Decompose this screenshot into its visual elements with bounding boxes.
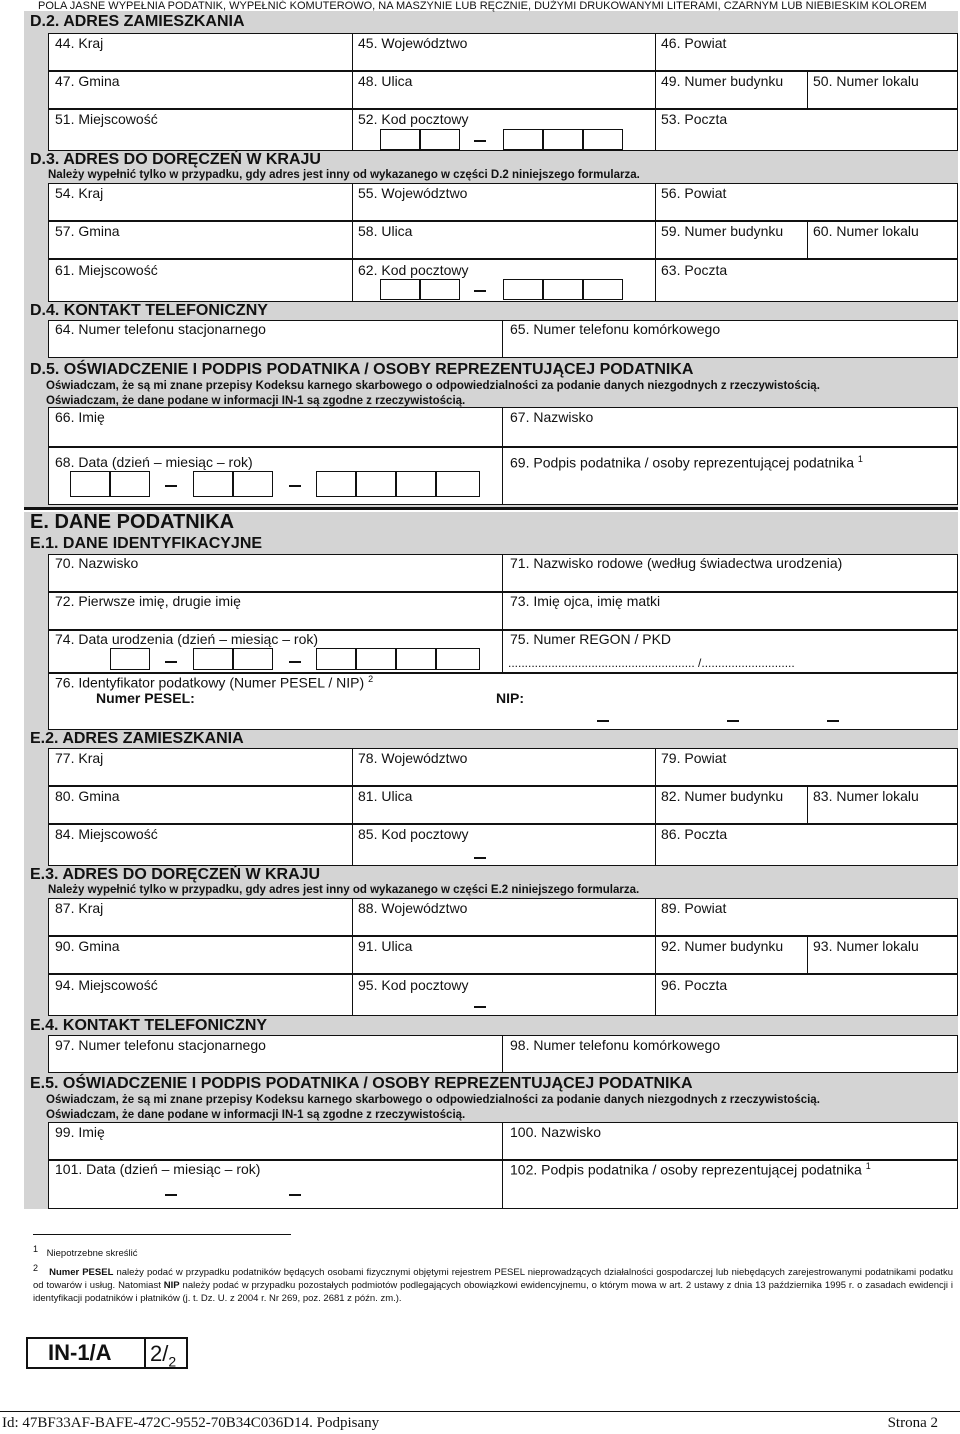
field-60: 60. Numer lokalu: [813, 223, 919, 239]
field-87: 87. Kraj: [55, 900, 104, 916]
field-53: 53. Poczta: [661, 111, 728, 127]
section-e3-note: Należy wypełnić tylko w przypadku, gdy adres jest inny od wykazanego w części E.2 niniejszego formularza.: [48, 884, 640, 896]
field-83: 83. Numer lokalu: [813, 788, 919, 804]
footnote-1-num: 1: [33, 1244, 39, 1254]
field-101: 101. Data (dzień – miesiąc – rok): [55, 1161, 261, 1177]
date-cell[interactable]: [193, 471, 233, 497]
field-74: 74. Data urodzenia (dzień – miesiąc – rok): [55, 631, 319, 647]
postal-cell[interactable]: [503, 129, 543, 150]
footnote-2-text-a: należy podać w przypadku podatników będących osobami fizycznymi objętymi rejestrem PESEL nieprowadzących działalności gospodarczej lub niebędących zarejestrowanymi podatnikami podatku od towarów i usług. Natomiast: [33, 1267, 954, 1292]
field-54: 54. Kraj: [55, 185, 104, 201]
d3-row1[interactable]: [48, 183, 958, 221]
field-93: 93. Numer lokalu: [813, 938, 919, 954]
postal-cell[interactable]: [543, 279, 583, 300]
header-instruction: POLA JASNE WYPEŁNIA PODATNIK, WYPEŁNIĆ KOMUTEROWO, NA MASZYNIE LUB RĘCZNIE, DUŻYMI DRUKOWANYMI LITERAMI, CZARNYM LUB NIEBIESKIM KOLOREM: [38, 0, 927, 12]
pesel-label: Numer PESEL:: [96, 690, 195, 706]
form-code-name: IN-1/A: [48, 1340, 112, 1365]
e2-row1[interactable]: [48, 748, 958, 786]
field-92: 92. Numer budynku: [661, 938, 784, 954]
section-d3-note: Należy wypełnić tylko w przypadku, gdy adres jest inny od wykazanego w części D.2 niniejszego formularza.: [48, 169, 640, 181]
date-cell[interactable]: [356, 648, 396, 670]
nip-label: NIP:: [496, 690, 524, 706]
e3-row3[interactable]: [48, 974, 958, 1016]
field-73: 73. Imię ojca, imię matki: [510, 593, 661, 609]
footnote-ref: 1: [857, 454, 863, 464]
postal-cell[interactable]: [420, 129, 460, 150]
field-66: 66. Imię: [55, 409, 105, 425]
section-e1-title: E.1. DANE IDENTYFIKACYJNE: [30, 535, 263, 552]
footer-page: Strona 2: [887, 1415, 938, 1431]
field-45: 45. Województwo: [358, 35, 468, 51]
postal-cell[interactable]: [543, 129, 583, 150]
section-e3-title: E.3. ADRES DO DORĘCZEŃ W KRAJU: [30, 866, 321, 883]
field-59: 59. Numer budynku: [661, 223, 784, 239]
postal-cell[interactable]: [583, 129, 623, 150]
section-d3-title: D.3. ADRES DO DORĘCZEŃ W KRAJU: [30, 151, 321, 168]
field-55: 55. Województwo: [358, 185, 468, 201]
section-e5-title: E.5. OŚWIADCZENIE I PODPIS PODATNIKA / OSOBY REPREZENTUJĄCEJ PODATNIKA: [30, 1075, 693, 1092]
field-97: 97. Numer telefonu stacjonarnego: [55, 1037, 266, 1053]
section-e2-title: E.2. ADRES ZAMIESZKANIA: [30, 730, 244, 747]
field-69: [510, 454, 863, 471]
field-72: 72. Pierwsze imię, drugie imię: [55, 593, 241, 609]
footnote-1: [33, 1244, 137, 1259]
postal-cell[interactable]: [420, 279, 460, 300]
footnote-2-pesel: Numer PESEL: [49, 1267, 114, 1279]
field-71: 71. Nazwisko rodowe (według świadectwa urodzenia): [510, 555, 843, 571]
form-code-page-num: 2/: [150, 1341, 169, 1366]
footnote-ref: 1: [865, 1161, 871, 1171]
footer-rule: [0, 1411, 960, 1412]
footer-id: Id: 47BF33AF-BAFE-472C-9552-70B34C036D14. Podpisany: [2, 1415, 380, 1431]
d5-row1[interactable]: [48, 407, 958, 447]
date-cell[interactable]: [70, 471, 110, 497]
field-82: 82. Numer budynku: [661, 788, 784, 804]
field-95: 95. Kod pocztowy: [358, 977, 469, 993]
field-49: 49. Numer budynku: [661, 73, 784, 89]
date-cell[interactable]: [316, 648, 356, 670]
section-d2-title: D.2. ADRES ZAMIESZKANIA: [30, 13, 245, 30]
field-76-label: 76. Identyfikator podatkowy (Numer PESEL / NIP): [55, 674, 365, 691]
field-100: 100. Nazwisko: [510, 1124, 602, 1140]
field-94: 94. Miejscowość: [55, 977, 158, 993]
field-68: 68. Data (dzień – miesiąc – rok): [55, 454, 253, 470]
postal-cell[interactable]: [503, 279, 543, 300]
section-d5-title: D.5. OŚWIADCZENIE I PODPIS PODATNIKA / OSOBY REPREZENTUJĄCEJ PODATNIKA: [30, 361, 694, 378]
e3-row1[interactable]: [48, 898, 958, 936]
postal-cell[interactable]: [380, 279, 420, 300]
e2-row3[interactable]: [48, 824, 958, 866]
field-80: 80. Gmina: [55, 788, 120, 804]
form-code-page: [150, 1341, 176, 1369]
e5-row1[interactable]: [48, 1122, 958, 1160]
date-cell[interactable]: [316, 471, 356, 497]
date-cell[interactable]: [233, 648, 273, 670]
d2-row1[interactable]: [48, 33, 958, 71]
date-cell[interactable]: [233, 471, 273, 497]
field-48: 48. Ulica: [358, 73, 413, 89]
section-e-title: E. DANE PODATNIKA: [30, 511, 235, 533]
section-e5-decl2: Oświadczam, że dane podane w informacji IN-1 są zgodne z rzeczywistością.: [46, 1109, 466, 1121]
field-91: 91. Ulica: [358, 938, 413, 954]
section-e4-title: E.4. KONTAKT TELEFONICZNY: [30, 1017, 268, 1034]
date-cell[interactable]: [436, 471, 480, 497]
section-d5-decl2: Oświadczam, że dane podane w informacji IN-1 są zgodne z rzeczywistością.: [46, 395, 466, 407]
field-50: 50. Numer lokalu: [813, 73, 919, 89]
section-divider: [24, 507, 958, 510]
field-70: 70. Nazwisko: [55, 555, 139, 571]
field-102-label: 102. Podpis podatnika / osoby reprezentującej podatnika: [510, 1161, 862, 1178]
date-cell[interactable]: [356, 471, 396, 497]
footnote-2-num: 2: [33, 1263, 39, 1273]
postal-cell[interactable]: [583, 279, 623, 300]
field-47: 47. Gmina: [55, 73, 120, 89]
field-79: 79. Powiat: [661, 750, 727, 766]
field-65: 65. Numer telefonu komórkowego: [510, 321, 721, 337]
field-69-label: 69. Podpis podatnika / osoby reprezentującej podatnika: [510, 454, 855, 471]
field-86: 86. Poczta: [661, 826, 728, 842]
field-57: 57. Gmina: [55, 223, 120, 239]
footnote-2-nip: NIP: [163, 1280, 180, 1292]
date-cell[interactable]: [436, 648, 480, 670]
date-cell[interactable]: [110, 648, 150, 670]
section-e5-decl1: Oświadczam, że są mi znane przepisy Kodeksu karnego skarbowego o odpowiedzialności za podanie danych niezgodnych z rzeczywistością.: [46, 1094, 820, 1106]
footnote-rule: [33, 1234, 291, 1235]
footnote-2-text-b: należy podać w przypadku pozostałych podmiotów podlegających obowiązkowi ewidencyjnemu, o którym mowa w art. 2 ustawy z dnia 13 października 1995 r. o zasadach ewidencji i identyfikacji podatników i płatników (j. t. Dz. U. z 2004 r. Nr 269, poz. 2681 z późn. zm.).: [33, 1280, 954, 1305]
date-cell[interactable]: [193, 648, 233, 670]
field-98: 98. Numer telefonu komórkowego: [510, 1037, 721, 1053]
section-d5-decl1: Oświadczam, że są mi znane przepisy Kodeksu karnego skarbowego o odpowiedzialności za podanie danych niezgodnych z rzeczywistością.: [46, 380, 820, 392]
field-51: 51. Miejscowość: [55, 111, 158, 127]
field-67: 67. Nazwisko: [510, 409, 594, 425]
field-46: 46. Powiat: [661, 35, 727, 51]
form-code-box: [26, 1337, 188, 1369]
form-code-page-total: 2: [168, 1353, 177, 1370]
date-cell[interactable]: [396, 648, 436, 670]
field-44: 44. Kraj: [55, 35, 104, 51]
field-76: [55, 674, 373, 691]
field-88: 88. Województwo: [358, 900, 468, 916]
field-75: 75. Numer REGON / PKD: [510, 631, 672, 647]
field-52: 52. Kod pocztowy: [358, 111, 469, 127]
field-99: 99. Imię: [55, 1124, 105, 1140]
field-75-value: ........................................................ /............................: [508, 656, 795, 670]
field-89: 89. Powiat: [661, 900, 727, 916]
field-63: 63. Poczta: [661, 262, 728, 278]
field-62: 62. Kod pocztowy: [358, 262, 469, 278]
date-cell[interactable]: [396, 471, 436, 497]
footnote-1-text: Niepotrzebne skreślić: [46, 1248, 138, 1260]
field-90: 90. Gmina: [55, 938, 120, 954]
postal-cell[interactable]: [380, 129, 420, 150]
field-96: 96. Poczta: [661, 977, 728, 993]
field-84: 84. Miejscowość: [55, 826, 158, 842]
field-56: 56. Powiat: [661, 185, 727, 201]
field-77: 77. Kraj: [55, 750, 104, 766]
field-102: [510, 1161, 871, 1178]
field-64: 64. Numer telefonu stacjonarnego: [55, 321, 266, 337]
field-61: 61. Miejscowość: [55, 262, 158, 278]
field-81: 81. Ulica: [358, 788, 413, 804]
field-85: 85. Kod pocztowy: [358, 826, 469, 842]
section-d4-title: D.4. KONTAKT TELEFONICZNY: [30, 302, 268, 319]
footnote-2: [33, 1262, 953, 1305]
field-78: 78. Województwo: [358, 750, 468, 766]
field-58: 58. Ulica: [358, 223, 413, 239]
footnote-ref: 2: [368, 674, 374, 684]
date-cell[interactable]: [110, 471, 150, 497]
